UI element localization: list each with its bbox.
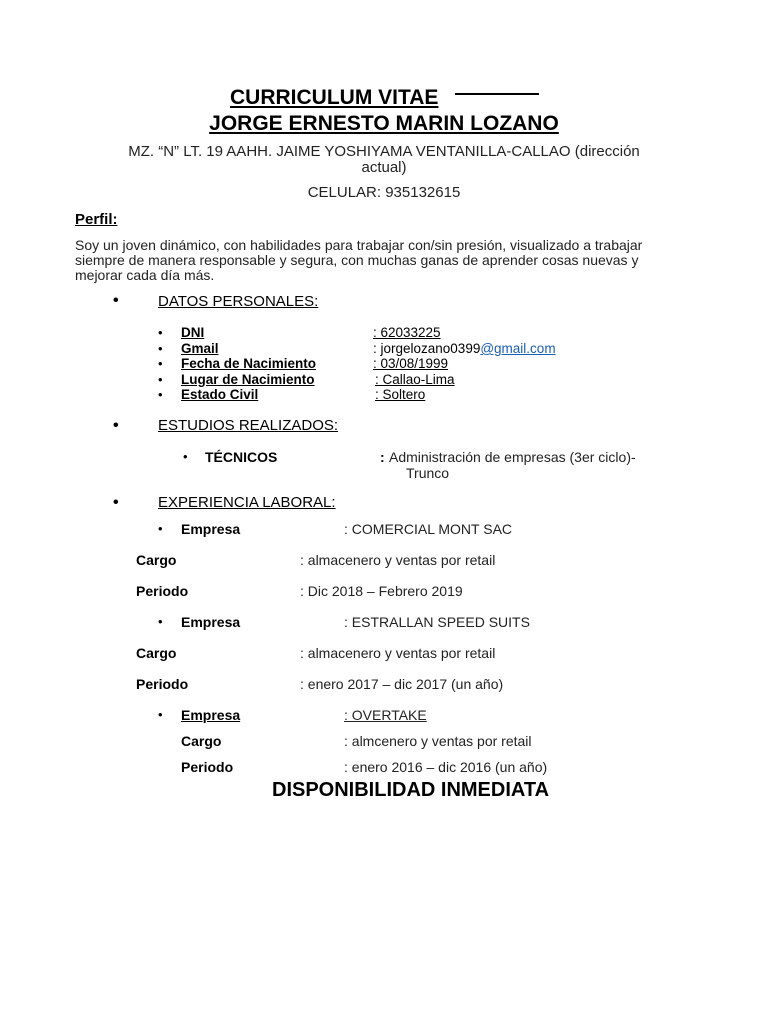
estado-value: : Soltero xyxy=(375,387,426,402)
perfil-heading: Perfil: xyxy=(75,211,118,228)
bullet-job2: • xyxy=(158,614,163,629)
bullet-estudios: • xyxy=(113,417,119,434)
address-line-2: actual) xyxy=(361,159,407,176)
lugar-value: : Callao-Lima xyxy=(375,372,455,387)
address-line-1: MZ. “N” LT. 19 AAHH. JAIME YOSHIYAMA VENTANILLA-CALLAO (dirección xyxy=(128,143,640,160)
candidate-name: JORGE ERNESTO MARIN LOZANO xyxy=(209,112,559,135)
job1-periodo-label: Periodo xyxy=(136,583,189,599)
job1-cargo-value: : almacenero y ventas por retail xyxy=(300,552,496,568)
job3-empresa-label: Empresa xyxy=(181,707,241,723)
bullet-tecnicos: • xyxy=(183,449,188,464)
job1-periodo-value: : Dic 2018 – Febrero 2019 xyxy=(300,583,463,599)
gmail-prefix: : jorgelozano0399 xyxy=(373,341,481,356)
bullet-job1: • xyxy=(158,521,163,536)
lugar-label: Lugar de Nacimiento xyxy=(181,372,315,387)
perfil-text: Soy un joven dinámico, con habilidades para trabajar con/sin presión, visualizado a trabajar siempre de manera responsable y segura, con muchas ganas de aprender cosas nuevas y mejorar cada día más. xyxy=(75,237,643,283)
bullet-datos: • xyxy=(113,292,119,309)
job3-empresa-value: : OVERTAKE xyxy=(344,707,427,723)
job1-empresa-value: : COMERCIAL MONT SAC xyxy=(344,521,513,537)
gmail-value xyxy=(373,341,556,356)
bullet-gmail: • xyxy=(158,341,163,356)
job2-periodo-label: Periodo xyxy=(136,676,189,692)
dni-value: : 62033225 xyxy=(373,325,441,340)
bullet-lugar: • xyxy=(158,372,163,387)
job2-cargo-value: : almacenero y ventas por retail xyxy=(300,645,496,661)
bullet-job3: • xyxy=(158,707,163,722)
tecnicos-value-cont: Trunco xyxy=(406,465,450,481)
fecha-value: : 03/08/1999 xyxy=(373,356,449,371)
bullet-fecha: • xyxy=(158,356,163,371)
datos-heading: DATOS PERSONALES: xyxy=(158,293,319,310)
experiencia-heading: EXPERIENCIA LABORAL: xyxy=(158,494,336,511)
phone-number: CELULAR: 935132615 xyxy=(307,184,461,201)
job2-empresa-label: Empresa xyxy=(181,614,241,630)
title-underline-rule xyxy=(455,93,539,95)
job2-empresa-value: : ESTRALLAN SPEED SUITS xyxy=(344,614,530,630)
fecha-label: Fecha de Nacimiento xyxy=(181,356,317,371)
bullet-experiencia: • xyxy=(113,494,119,511)
job3-cargo-value: : almcenero y ventas por retail xyxy=(344,733,532,749)
job1-cargo-label: Cargo xyxy=(136,552,177,568)
job2-cargo-label: Cargo xyxy=(136,645,177,661)
job3-cargo-label: Cargo xyxy=(181,733,222,749)
gmail-label: Gmail xyxy=(181,341,219,356)
estado-label: Estado Civil xyxy=(181,387,259,402)
tecnicos-value: Administración de empresas (3er ciclo)- xyxy=(389,449,636,465)
job3-periodo-value: : enero 2016 – dic 2016 (un año) xyxy=(344,759,548,775)
bullet-dni: • xyxy=(158,325,163,340)
document-title: CURRICULUM VITAE xyxy=(230,86,439,109)
job3-periodo-label: Periodo xyxy=(181,759,234,775)
job1-empresa-label: Empresa xyxy=(181,521,241,537)
tecnicos-label: TÉCNICOS xyxy=(205,449,278,465)
gmail-link[interactable]: @gmail.com xyxy=(480,341,556,356)
dni-label: DNI xyxy=(181,325,205,340)
bullet-estado: • xyxy=(158,387,163,402)
tecnicos-colon: : xyxy=(380,449,385,465)
disponibilidad-heading: DISPONIBILIDAD INMEDIATA xyxy=(272,779,550,801)
estudios-heading: ESTUDIOS REALIZADOS: xyxy=(158,417,339,434)
job2-periodo-value: : enero 2017 – dic 2017 (un año) xyxy=(300,676,504,692)
